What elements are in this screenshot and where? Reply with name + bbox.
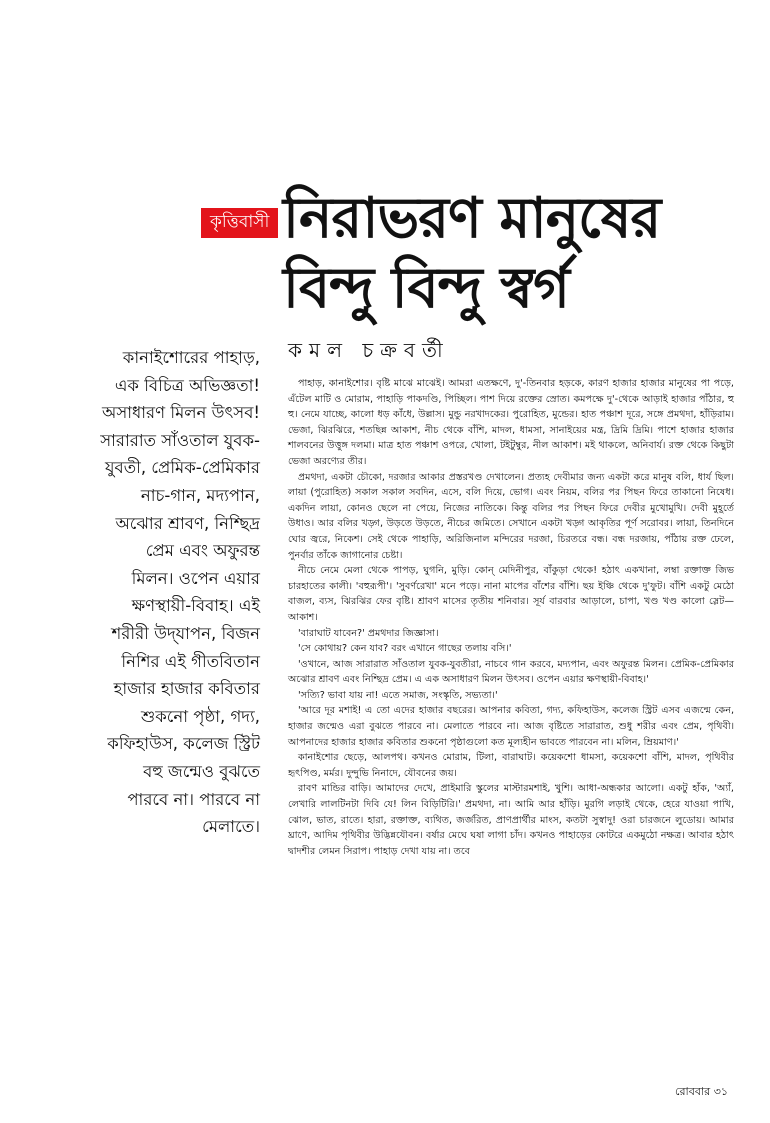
pull-quote-line: মেলাতে।	[202, 817, 260, 837]
body-paragraph: 'ওখানে, আজ সারারাত সাঁওতাল যুবক-যুবতীরা, নাচবে গান করবে, মদ্যপান, এবং অফুরন্ত মিলন। প্রেমিক-প্রেমিকার অঝোর শ্রাবণ এবং নিশ্ছিদ্র প্রেম। এ এক অসাধারণ মিলন উৎসব। ওপেন এয়ার ক্ষণস্থায়ী-বিবাহ।'	[288, 658, 734, 686]
article-body	[288, 376, 734, 859]
body-paragraph: নীচে নেমে মেলা থেকে পাপড়, ঘুগনি, মুড়ি। কোন্ মেদিনীপুর, বাঁকুড়া থেকে! হঠাৎ একখানা, লম্বা রক্তাক্ত জিভ চারহাতের কালী। 'বহুরূপী'। 'সুবর্ণরেখা' মনে পড়ে। নানা মাপের বাঁশের বাঁশি। ছয় ইঞ্চি থেকে দু'ফুট। বাঁশি একটু মেঠো বাজল, ব্যস, ঝিরঝির ফের বৃষ্টি। শ্রাবণ মাসের তৃতীয় শনিবার। সূর্য বারবার আড়ালে, চাপা, খণ্ড খণ্ড কালো স্লেট—আকাশ।	[288, 565, 734, 623]
pull-quote-line: মিলন। ওপেন এয়ার	[131, 568, 260, 588]
body-paragraph: প্রমথদা, একটা চৌকো, দরজার আকার প্রস্তরখণ্ড দেখালেন। প্রত্যহ দেবীমার জন্য একটা করে মানুষ বলি, ধার্য ছিল। লায়া (পুরোহিত) সকাল সকাল সবদিন, এসে, বলি দিয়ে, ভোগ। এবং নিয়ম, বলির পর পিছন ফিরে তাকানো নিষেধ। একদিন লায়া, কোনও ছেলে না পেয়ে, নিজের নাতিকে। কিন্তু বলির পর পিছন ফিরে দেবীর মুখোমুখি। দেবী মুহূর্তে উধাও। আর বলির খড়্গ, উড়তে উড়তে, নীচের জমিতে। সেখানে একটা খড়্গ আকৃতির পূর্ণ সরোবর। লায়া, তিনদিনে ঘোর জ্বরে, নিকেশ। সেই থেকে পাহাড়ি, অরিজিনাল মন্দিরের দরজা, চিরতরে বন্ধ। বন্ধ দরজায়, পাঁঠায় রক্ত ঢেলে, পুনর্বার তাঁকে জাগানোর চেষ্টা।	[288, 471, 735, 561]
pull-quote-line: কফিহাউস, কলেজ স্ট্রিট	[107, 734, 260, 754]
pull-quote-line: অসাধারণ মিলন উৎসব!	[102, 403, 260, 423]
author-byline: কমল চক্রবর্তী	[288, 338, 450, 362]
body-paragraph: পাহাড়, কানাইশোর। বৃষ্টি মাঝে মাঝেই। আমরা এতক্ষণে, দু'-তিনবার হড়কে, কারণ হাজার হাজার মানুষের পা পড়ে, এঁটেল মাটি ও মোরাম, পাহাড়ি পাকদণ্ডি, পিচ্ছিল। পাশ দিয়ে রক্তের স্রোত। কমপক্ষে দু'-থেকে আড়াই হাজার পাঁঠার, হু হু। নেমে যাচ্ছে, কালো ধড় কাঁধে, উল্লাস। মুন্ডু নরখাদকের। পুরোহিত, মুন্ডের। হাত পঞ্চাশ দূরে, সঙ্গে প্রমথদা, হাঁড়িরাম। ভেজা, ঝিরঝিরে, শতছিন্ন আকাশ, নীচ থেকে বাঁশি, মাদল, ধামসা, সানাইয়ের মন্ত্র, দ্রিমি দ্রিমি। পাশে হাজার হাজার শালবনের উত্তুঙ্গ দলমা। মাত্র হাত পঞ্চাশ ওপরে, খোলা, টইটুম্বুর, নীল আকাশ। মই থাকলে, অনিবার্য। রক্ত থেকে কিছুটা ভেজা অরণ্যের তীর।	[288, 378, 734, 467]
pull-quote-line: অঝোর শ্রাবণ, নিশ্ছিদ্র	[115, 513, 260, 533]
pull-quote-line: শরীরী উদ্‌যাপন, বিজন	[111, 623, 260, 643]
body-paragraph: 'আরে দূর মশাই! এ তো এদের হাজার বছরের। আপনার কবিতা, গদ্য, কফিহাউস, কলেজ স্ট্রিট এসব এজন্মে কেন, হাজার জন্মেও এরা বুঝতে পারবে না। মেলাতে পারবে না। আজ বৃষ্টিতে সারারাত, শুধু শরীর এবং প্রেম, পৃথিবী। আপনাদের হাজার হাজার কবিতার শুকনো পৃষ্ঠাগুলো কত মূল্যহীন ভাবতে পারবেন না। মলিন, ম্রিয়মাণ।'	[288, 705, 734, 748]
pull-quote-line: ক্ষণস্থায়ী-বিবাহ। এই	[131, 596, 260, 616]
page-folio: রোববার ৩১	[675, 1085, 728, 1098]
pull-quote-line: যুবতী, প্রেমিক-প্রেমিকার	[105, 458, 260, 478]
pull-quote-line: বহু জন্মেও বুঝতে	[143, 761, 260, 781]
pull-quote	[60, 344, 260, 841]
pull-quote-line: হাজার হাজার কবিতার	[113, 679, 260, 699]
body-paragraph: 'সে কোথায়? কেন যাব? বরং এখানে গাছের তলায় বসি।'	[298, 643, 512, 655]
pull-quote-line: পারবে না। পারবে না	[127, 789, 260, 809]
pull-quote-line: এক বিচিত্র অভিজ্ঞতা!	[114, 375, 260, 395]
section-tag: কৃত্তিবাসী	[201, 208, 278, 238]
headline-line-1: নিরাভরণ মানুষের	[283, 186, 661, 251]
pull-quote-line: সারারাত সাঁওতাল যুবক-	[100, 430, 260, 450]
pull-quote-line: প্রেম এবং অফুরন্ত	[145, 541, 260, 561]
headline-line-2: বিন্দু বিন্দু স্বর্গ	[283, 256, 570, 321]
body-paragraph: কানাইশোর ছেড়ে, আলপথ। কখনও মোরাম, টিলা, বারাঘাট। কয়েকশো ধামসা, কয়েকশো বাঁশি, মাদল, পৃথিবীর হৃৎপিণ্ড, মর্মর। দুন্দুভি নিনাদে, যৌবনের জয়।	[288, 752, 734, 779]
body-paragraph: রাবণ মান্ডির বাড়ি। আমাদের দেখে, প্রাইমারি স্কুলের মাস্টারমশাই, খুশি। আধা-অন্ধকার আলো। একটু হাঁক, 'অ্যাঁ, লেখারি লালটিনটা দিবি যে! লিন বিড়িটিরি।' প্রমথদা, না। আমি আর হাঁড়ি। মুরগি লড়াই থেকে, হেরে যাওয়া পাখি, ঝোল, ভাত, রাতে। হারা, রক্তাক্ত, ব্যথিত, জর্জরিত, প্রাণপ্রার্থীর মাংস, কতটা সুস্বাদু! ওরা চারজনে লুডোয়। আমার ঘ্রাণে, আদিম পৃথিবীর উদ্ভিন্নযৌবন। বর্ষার মেঘে ঘষা লাগা চাঁদ। কখনও পাহাড়ের কোটরে একমুঠো নক্ষত্র। আবার হঠাৎ দ্বাদশীর লেমন সিরাপ। পাহাড় দেখা যায় না। তবে	[288, 783, 734, 857]
pull-quote-line: নিশির এই গীতবিতান	[121, 651, 260, 671]
body-paragraph: 'সত্যি? ভাবা যায় না! এতে সমাজ, সংস্কৃতি, সভ্যতা।'	[298, 689, 498, 701]
pull-quote-line: নাচ-গান, মদ্যপান,	[140, 485, 260, 505]
pull-quote-line: শুকনো পৃষ্ঠা, গদ্য,	[141, 706, 260, 726]
body-paragraph: 'বারাঘাট যাবেন?' প্রমথদার জিজ্ঞাসা।	[298, 627, 439, 639]
pull-quote-line: কানাইশোরের পাহাড়,	[122, 348, 260, 367]
headline	[283, 184, 733, 324]
